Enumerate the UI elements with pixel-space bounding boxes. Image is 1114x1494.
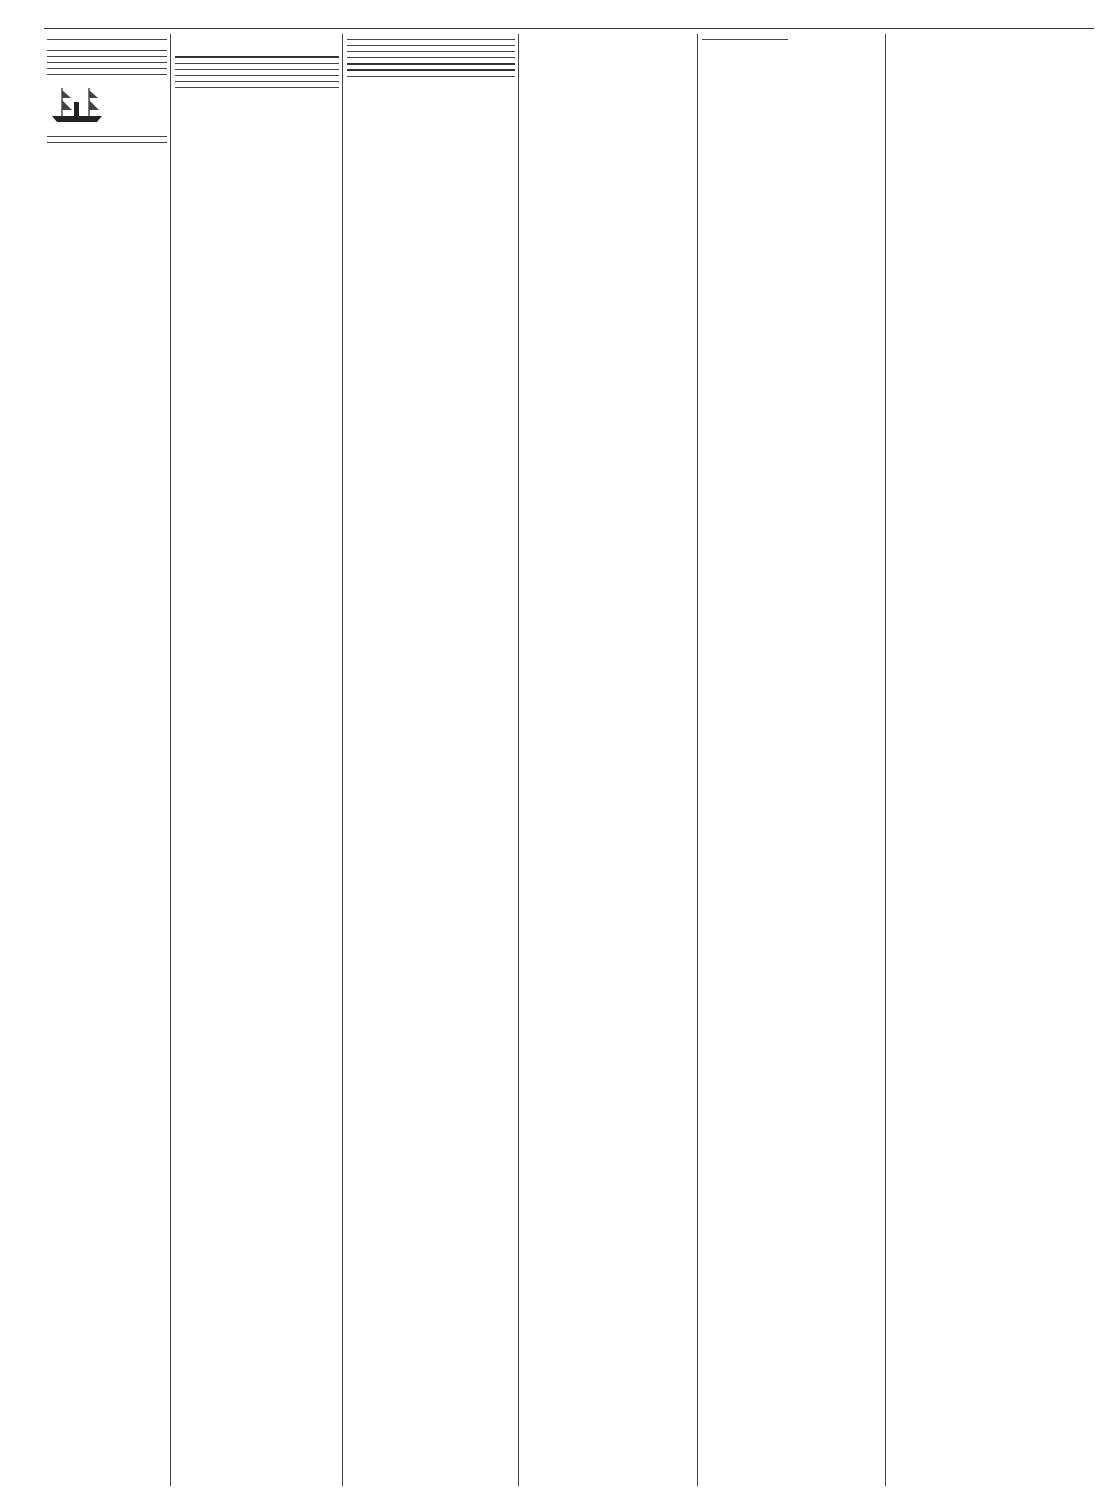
column-5: [699, 34, 791, 1486]
divider: [175, 69, 339, 70]
divider: [347, 69, 515, 71]
divider: [47, 56, 167, 57]
divider: [175, 87, 339, 88]
dic-logo: [47, 141, 167, 227]
steamship-icon: [47, 84, 107, 124]
divider: [175, 81, 339, 82]
divider: [347, 45, 515, 46]
column-rule: [170, 34, 171, 1486]
column-1: [44, 34, 170, 1486]
column-rule: [697, 34, 698, 1486]
column-rule: [518, 34, 519, 1486]
column-4: [520, 34, 697, 1486]
divider: [47, 62, 167, 63]
column-2: [172, 34, 342, 1486]
masthead: [0, 0, 1114, 30]
divider: [347, 57, 515, 58]
dic-city-text: [74, 131, 166, 151]
divider: [175, 56, 339, 58]
divider: [702, 39, 788, 40]
divider: [175, 63, 339, 64]
divider: [347, 63, 515, 65]
column-rule: [342, 34, 343, 1486]
divider: [347, 76, 515, 77]
divider: [175, 75, 339, 76]
column-rule: [885, 34, 886, 1486]
divider: [47, 39, 167, 40]
divider: [347, 39, 515, 40]
column-3: [344, 34, 518, 1486]
divider: [47, 74, 167, 75]
divider: [47, 50, 167, 51]
divider: [47, 68, 167, 69]
divider: [347, 51, 515, 52]
divider: [47, 136, 167, 137]
masthead-rule: [44, 28, 1094, 29]
